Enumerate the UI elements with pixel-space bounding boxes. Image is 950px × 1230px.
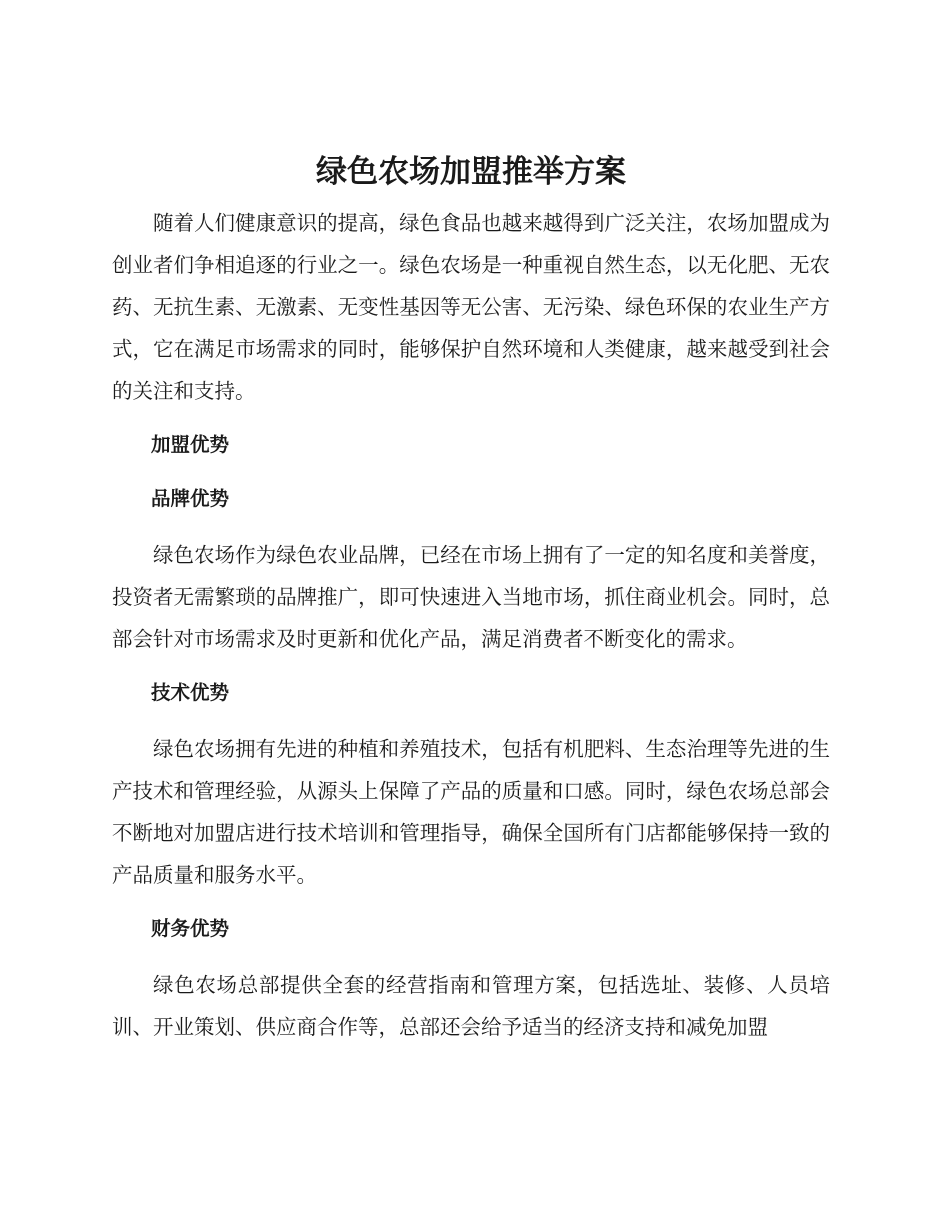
subsection-body-technology: 绿色农场拥有先进的种植和养殖技术，包括有机肥料、生态治理等先进的生产技术和管理经验，从源头上保障了产品的质量和口感。同时，绿色农场总部会不断地对加盟店进行技术培训和管理指导，确保全国所有门店都能够保持一致的产品质量和服务水平。: [112, 737, 830, 887]
intro-paragraph: 随着人们健康意识的提高，绿色食品也越来越得到广泛关注，农场加盟成为创业者们争相追逐的行业之一。绿色农场是一种重视自然生态，以无化肥、无农药、无抗生素、无激素、无变性基因等无公害、无污染、绿色环保的农业生产方式，它在满足市场需求的同时，能够保护自然环境和人类健康，越来越受到社会的关注和支持。: [112, 211, 830, 403]
subsection-body-finance: 绿色农场总部提供全套的经营指南和管理方案，包括选址、装修、人员培训、开业策划、供应商合作等，总部还会给予适当的经济支持和减免加盟: [112, 973, 830, 1039]
document-title: 绿色农场加盟推举方案: [316, 154, 626, 190]
subsection-heading-technology: 技术优势: [151, 681, 230, 704]
subsection-heading-finance: 财务优势: [151, 917, 230, 940]
subsection-body-brand: 绿色农场作为绿色农业品牌，已经在市场上拥有了一定的知名度和美誉度，投资者无需繁琐的品牌推广，即可快速进入当地市场，抓住商业机会。同时，总部会针对市场需求及时更新和优化产品，满足消费者不断变化的需求。: [112, 543, 830, 651]
section-heading-advantages: 加盟优势: [151, 433, 230, 456]
document-page: [112, 148, 830, 1048]
subsection-heading-brand: 品牌优势: [151, 487, 230, 510]
